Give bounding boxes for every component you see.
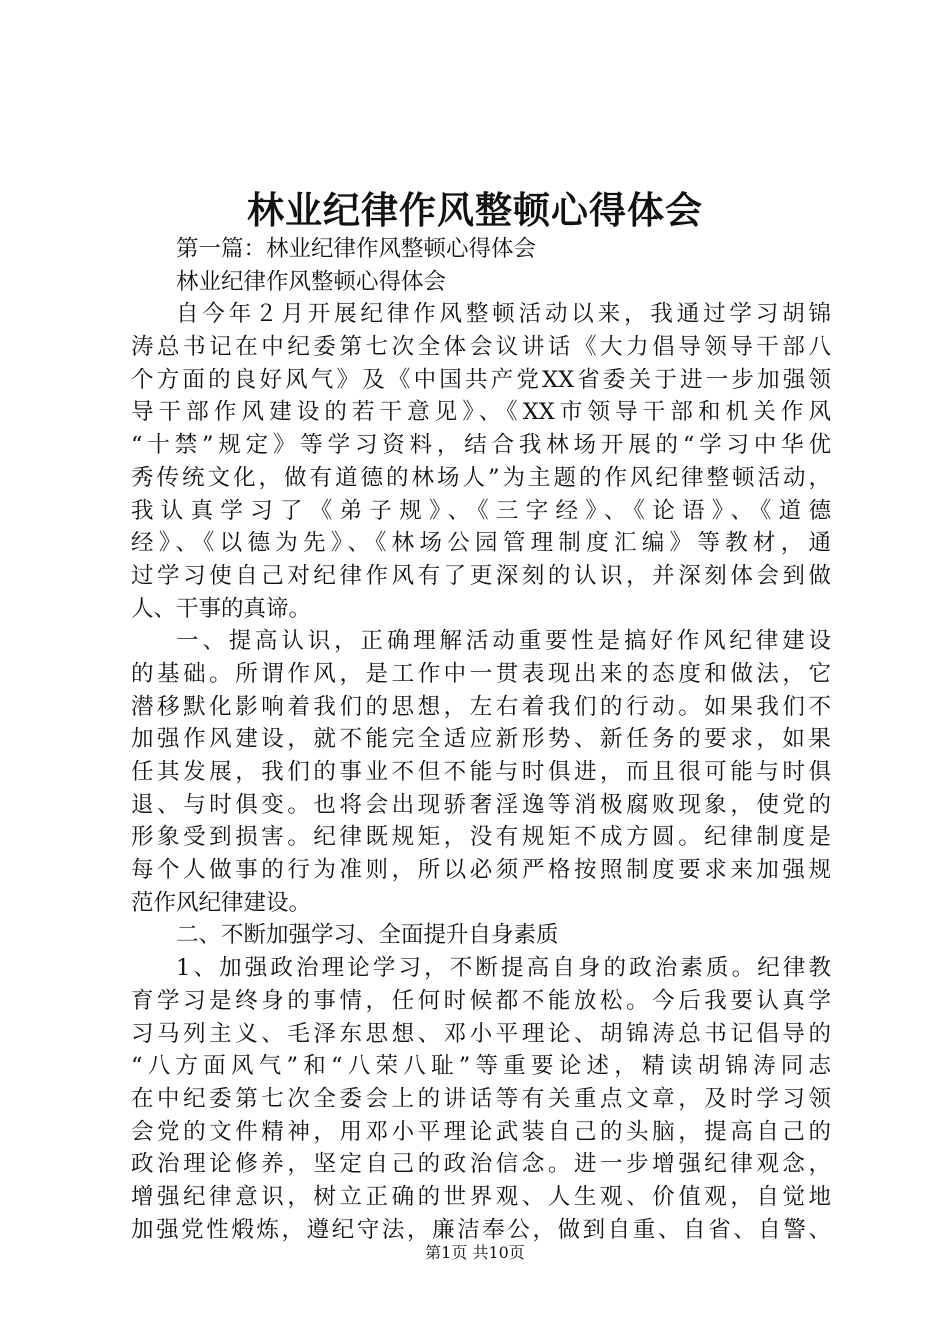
page-footer: 第1页 共10页 [425, 1243, 525, 1262]
text-line: 加强作风建设，就不能完全适应新形势、新任务的要求，如果 [131, 726, 831, 753]
text-line: 每个人做事的行为准则，所以必须严格按照制度要求来加强规 [131, 857, 831, 884]
text-line: 习马列主义、毛泽东思想、邓小平理论、胡锦涛总书记倡导的 [131, 1020, 831, 1047]
text-line: 1、加强政治理论学习，不断提高自身的政治素质。纪律教 [176, 955, 831, 982]
text-line: 会党的文件精神，用邓小平理论武装自己的头脑，提高自己的 [131, 1118, 831, 1145]
text-line: 的基础。所谓作风，是工作中一贯表现出来的态度和做法，它 [131, 660, 831, 687]
document-title: 林业纪律作风整顿心得体会 [247, 188, 703, 232]
text-line: 第一篇：林业纪律作风整顿心得体会 [176, 236, 537, 262]
text-line: 经》、《以德为先》、《林场公园管理制度汇编》等教材，通 [131, 530, 831, 557]
text-line: 退、与时俱变。也将会出现骄奢淫逸等消极腐败现象，使党的 [131, 791, 831, 818]
text-line: 秀传统文化，做有道德的林场人”为主题的作风纪律整顿活动， [131, 464, 831, 491]
text-line: 增强纪律意识，树立正确的世界观、人生观、价值观，自觉地 [131, 1183, 831, 1210]
text-line: 导干部作风建设的若干意见》、《XX市领导干部和机关作风 [131, 399, 831, 426]
text-line: 任其发展，我们的事业不但不能与时俱进，而且很可能与时俱 [131, 759, 831, 785]
text-line: 过学习使自己对纪律作风有了更深刻的认识，并深刻体会到做 [131, 562, 831, 589]
text-line: “十禁”规定》等学习资料，结合我林场开展的“学习中华优 [131, 432, 831, 459]
text-line: 加强党性煅炼，遵纪守法，廉洁奉公，做到自重、自省、自警、 [131, 1216, 831, 1243]
text-line: 我认真学习了《弟子规》、《三字经》、《论语》、《道德 [131, 497, 831, 524]
text-line: 育学习是终身的事情，任何时候都不能放松。今后我要认真学 [131, 987, 831, 1014]
text-line: 涛总书记在中纪委第七次全体会议讲话《大力倡导领导干部八 [131, 334, 831, 361]
text-line: 自今年２月开展纪律作风整顿活动以来，我通过学习胡锦 [176, 301, 831, 328]
document-body [131, 233, 831, 1246]
text-line: “八方面风气”和“八荣八耻”等重要论述，精读胡锦涛同志 [131, 1053, 831, 1080]
text-line: 在中纪委第七次全委会上的讲话等有关重点文章，及时学习领 [131, 1085, 831, 1112]
text-line: 二、不断加强学习、全面提升自身素质 [176, 922, 559, 949]
text-line: 人、干事的真谛。 [131, 595, 312, 622]
text-line: 政治理论修养，坚定自己的政治信念。进一步增强纪律观念， [131, 1151, 831, 1178]
text-line: 范作风纪律建设。 [131, 889, 312, 916]
text-line: 林业纪律作风整顿心得体会 [176, 268, 447, 295]
text-line: 一、提高认识，正确理解活动重要性是搞好作风纪律建设 [176, 628, 831, 655]
text-line: 形象受到损害。纪律既规矩，没有规矩不成方圆。纪律制度是 [131, 824, 831, 851]
text-line: 潜移默化影响着我们的思想，左右着我们的行动。如果我们不 [131, 693, 831, 720]
text-line: 个方面的良好风气》及《中国共产党XX省委关于进一步加强领 [131, 366, 831, 393]
